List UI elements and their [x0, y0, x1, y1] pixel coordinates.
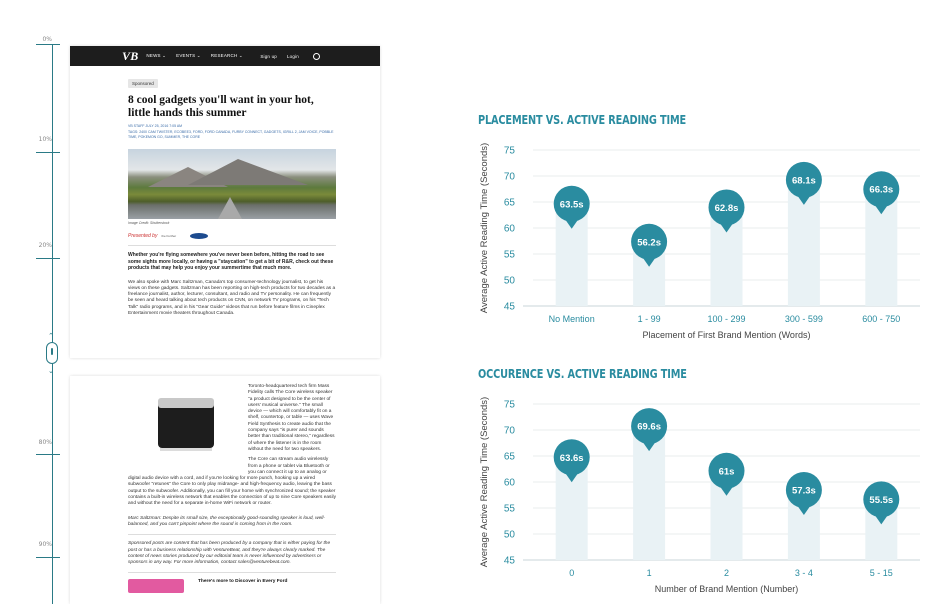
article-preview-top — [70, 46, 380, 358]
y-tick-label: 75 — [503, 399, 515, 411]
ford-logo-icon — [190, 233, 208, 239]
photo-road — [218, 197, 242, 219]
ruler-line — [52, 44, 53, 604]
promo-thumbnail — [128, 579, 184, 593]
ruler-label: 90% — [38, 541, 52, 548]
ruler-tick — [36, 557, 60, 558]
article-paragraph-text: Toronto-headquartered tech firm Mass Fidelity calls The Core wireless speaker "a product designed to be the center of users' musical universe." The small device — which will comfortably fit on a shelf, countertop, or table — uses Wave Field Synthesis to create audio that the company says "is purer and sounds better than traditional stereo," regardless of where the listener is in the room without the need for two speakers. — [248, 384, 335, 452]
x-tick-label: 100 - 299 — [707, 314, 746, 324]
x-tick-label: 3 - 4 — [794, 568, 813, 578]
divider — [128, 245, 336, 246]
speaker-shadow — [160, 448, 212, 451]
x-tick-label: 600 - 750 — [862, 314, 901, 324]
ruler-label: 10% — [38, 136, 52, 143]
bar-chart-placement — [475, 140, 945, 350]
article-paragraph: We also spoke with Marc Saltzman, Canada's top consumer-technology journalist, to get his views on these gadgets. Saltzman has been reporting on high-tech products for two decades as a freelance journalist, author, lecturer, consultant, and radio and TV personality. He can frequently be seen and heard talking about tech products on CNN, on network TV programs, on his "Tech Talk" radio programs, and in his "Gear Guide" videos that run before feature films in Cineplex Entertainment movie theaters throughout Canada. — [128, 279, 336, 316]
data-label: 63.6s — [559, 452, 584, 464]
x-tick-label: 2 — [723, 568, 730, 578]
ruler-tick — [36, 152, 60, 153]
y-tick-label: 50 — [503, 529, 515, 541]
chart-title: OCCURENCE VS. ACTIVE READING TIME — [478, 366, 687, 381]
x-tick-label: 300 - 599 — [784, 314, 823, 324]
article-tags: TAGS: 2400 CAM TWISTER, ECOBEE3, FORD, FORD CANADA, FURBY CONNECT, GADGETS, IGRILL 2, JAM VOICE, POBBLE TIME, POKEMON GO, SUMMER, THE CORE — [128, 130, 334, 139]
torn-edge — [70, 354, 380, 358]
x-axis-label: Placement of First Brand Mention (Words) — [642, 330, 811, 340]
nav-news[interactable]: NEWS ⌄ — [146, 53, 167, 58]
y-tick-label: 55 — [503, 249, 515, 261]
article-preview-bottom — [70, 376, 380, 604]
ruler-tick — [36, 258, 60, 259]
y-axis-label: Average Active Reading Time (Seconds) — [479, 142, 490, 314]
signup-link[interactable]: Sign up — [260, 53, 277, 59]
y-tick-label: 55 — [503, 503, 515, 515]
x-tick-label: 0 — [569, 568, 575, 578]
data-label: 61s — [718, 466, 735, 478]
photo-caption: Image Credit: Shutterstock — [128, 221, 170, 225]
divider — [128, 534, 336, 535]
article-paragraph — [128, 384, 336, 453]
x-tick-label: 1 - 99 — [637, 314, 661, 324]
ruler-tick — [36, 44, 60, 45]
article-photo — [128, 149, 336, 219]
chart-title: PLACEMENT VS. ACTIVE READING TIME — [478, 112, 687, 127]
chevron-down-icon: ⌄ — [48, 368, 54, 375]
data-label: 63.5s — [559, 199, 584, 211]
y-tick-label: 45 — [503, 555, 515, 567]
bar-chart-occurrence — [475, 394, 945, 604]
x-tick-label: 1 — [646, 568, 652, 578]
scroll-depth-ruler — [0, 0, 60, 604]
data-label: 68.1s — [792, 175, 816, 187]
speaker-image — [128, 386, 240, 468]
photo-mountain — [188, 159, 308, 185]
search-icon[interactable] — [313, 53, 320, 60]
chevron-up-icon: ⌃ — [48, 333, 54, 340]
presented-by — [128, 233, 336, 239]
ruler-label: 20% — [38, 242, 52, 249]
article-title: 8 cool gadgets you'll want in your hot, little hands this summer — [128, 94, 314, 119]
article-quote: Marc Saltzman: Despite its small size, the exceptionally good-sounding speaker is loud, well-balanced, and you can't pinpoint where the sound is coming from in the room. — [128, 515, 326, 527]
y-tick-label: 65 — [503, 197, 515, 209]
x-tick-label: 5 - 15 — [869, 568, 893, 578]
nav-research[interactable]: RESEARCH ⌄ — [210, 53, 243, 58]
x-tick-label: No Mention — [548, 314, 595, 324]
more-link[interactable] — [128, 579, 336, 593]
y-tick-label: 75 — [503, 145, 515, 157]
site-header — [70, 46, 380, 66]
y-tick-label: 70 — [503, 425, 515, 437]
y-tick-label: 50 — [503, 275, 515, 287]
speaker-body — [158, 402, 214, 448]
y-tick-label: 45 — [503, 301, 515, 313]
article-meta: VB STAFF JULY 25, 2016 7:05 AM — [128, 124, 183, 128]
x-axis-label: Number of Brand Mention (Number) — [654, 584, 799, 594]
data-label: 55.5s — [869, 494, 894, 506]
y-axis-label: Average Active Reading Time (Seconds) — [479, 396, 490, 568]
divider — [128, 572, 336, 573]
login-link[interactable]: Login — [286, 53, 299, 59]
presented-by-label: Presented by — [128, 233, 158, 239]
y-tick-label: 65 — [503, 451, 515, 463]
ruler-label: 0% — [42, 36, 52, 43]
ruler-tick — [36, 454, 60, 455]
more-link-text: There's more to Discover in Every Ford — [198, 579, 288, 585]
y-tick-label: 60 — [503, 223, 515, 235]
sponsored-badge: Sponsored — [128, 79, 158, 88]
ruler-label: 80% — [38, 439, 52, 446]
data-label: 57.3s — [792, 485, 816, 497]
bar — [633, 432, 665, 560]
article-disclaimer: Sponsored posts are content that has been produced by a company that is either paying for the post or has a business relationship with VentureBeat, and they're always clearly marked. The content of news stories produced by our editorial team is never influenced by advertisers or sponsors in any way. For more information, contact sales@venturebeat.com. — [128, 541, 331, 566]
nav-events[interactable]: EVENTS ⌄ — [176, 53, 201, 58]
y-tick-label: 70 — [503, 171, 515, 183]
article-paragraph: The Core can stream audio wirelessly from a phone or tablet via Bluetooth or you can connect it up to an analog or digital audio device with a cord, and if you're looking for more punch, hooking up a wired subwoofer "retunes" the Core to only play midrange- and high-frequency audio, leaving the bass output to the subwoofer. Additionally, you can fill your home with synchronized sound; the speaker contains a built-in wireless network that enables the connection of up to nine Core speakers easily and without the need for a separate in-home WiFi network or router. — [128, 457, 336, 507]
data-label: 69.6s — [637, 421, 661, 433]
scroll-handle[interactable] — [46, 342, 58, 364]
article-lead: Whether you're flying somewhere you've never been before, hitting the road to see some sights more locally, or having a "staycation" to get a bit of R&R, check out these products that may help you enjoy your summertime that much more. — [128, 252, 334, 271]
y-tick-label: 60 — [503, 477, 515, 489]
presented-brand: the Further — [161, 234, 177, 238]
data-label: 62.8s — [714, 202, 739, 214]
data-label: 66.3s — [869, 184, 894, 196]
speaker-top — [158, 398, 214, 408]
site-logo[interactable]: VB — [122, 48, 139, 63]
data-label: 56.2s — [637, 237, 661, 249]
